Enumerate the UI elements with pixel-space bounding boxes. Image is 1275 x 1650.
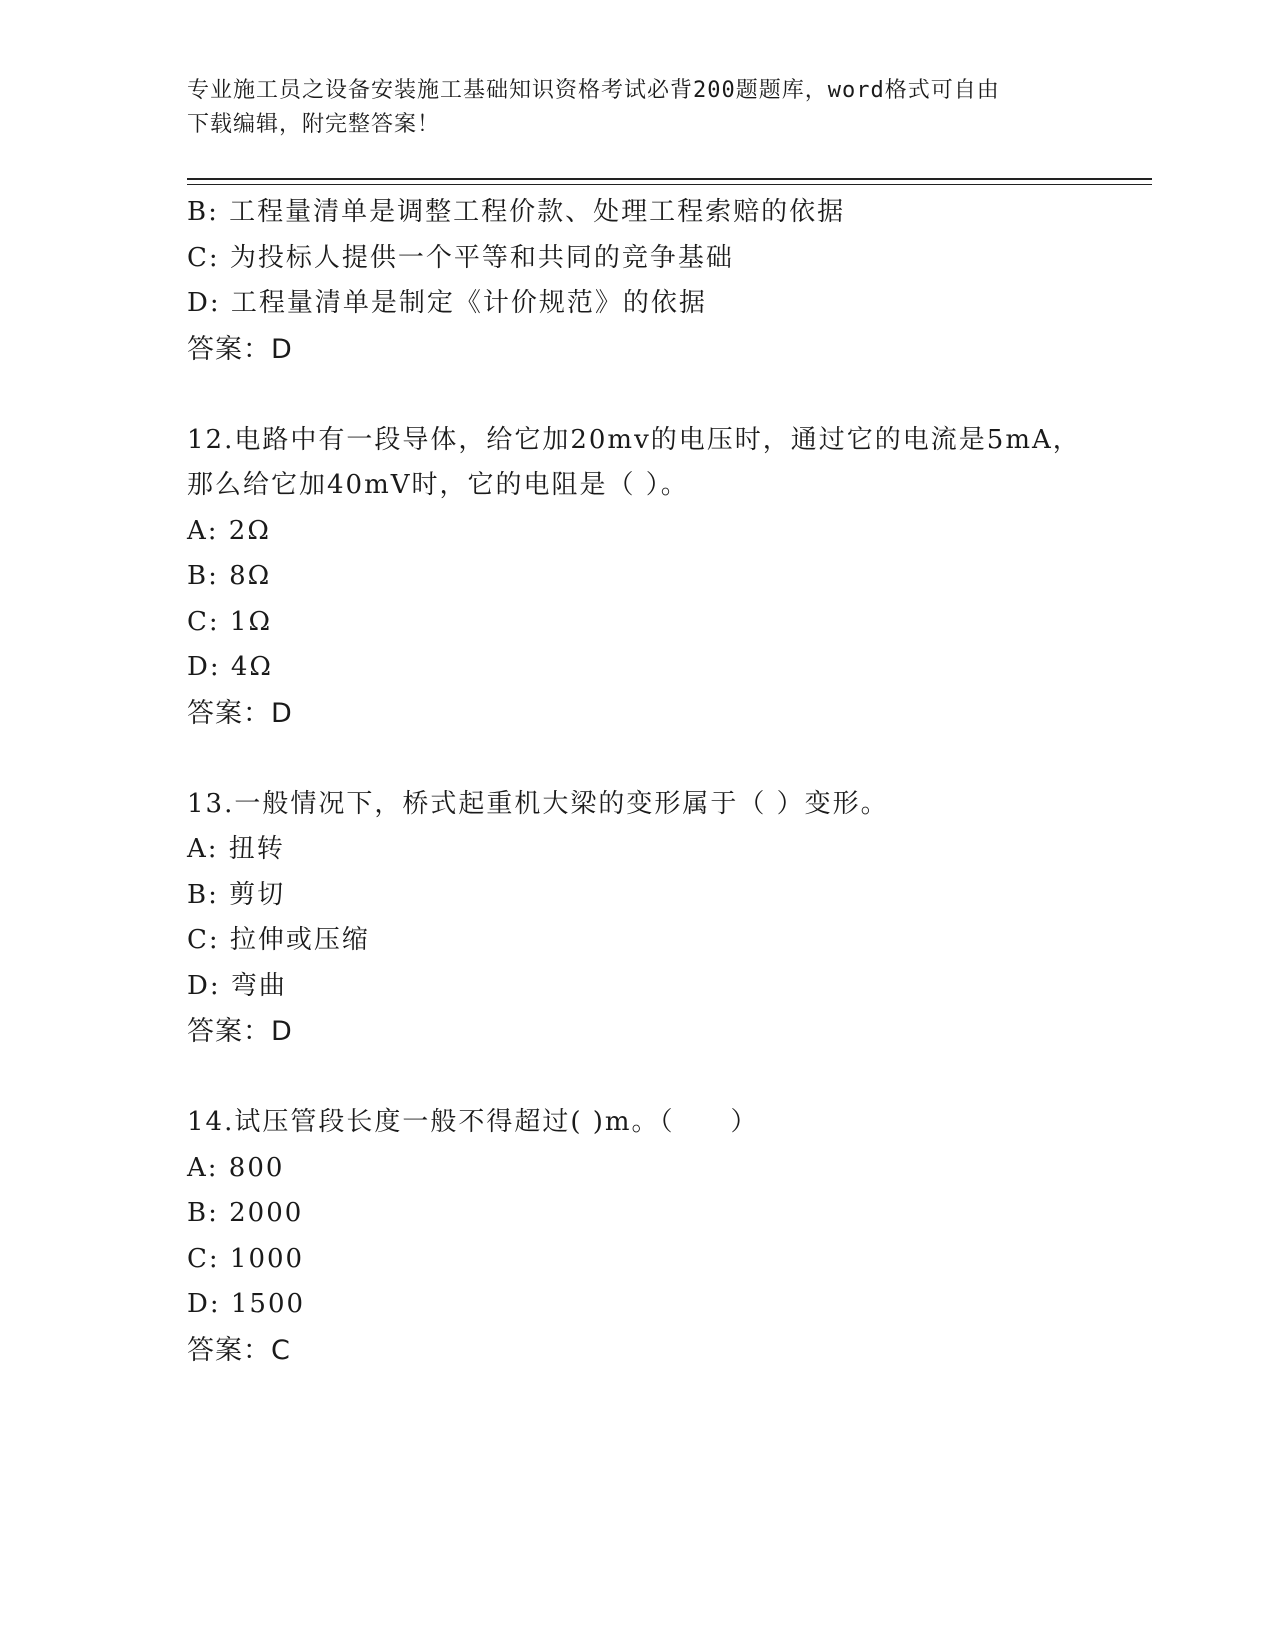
question-14 [187,1100,1147,1373]
question-13-option-d: D: 弯曲 [187,970,287,1001]
question-12-option-d: D: 4Ω [187,652,273,682]
question-11-option-b: B: 工程量清单是调整工程价款、处理工程索赔的依据 [187,197,846,227]
question-13-option-c: C: 拉伸或压缩 [187,925,370,955]
question-11-option-d: D: 工程量清单是制定《计价规范》的依据 [187,288,707,318]
question-14-option-a: A: 800 [187,1152,285,1183]
question-14-answer: 答案：C [187,1334,291,1366]
spacer [187,1055,1147,1101]
question-11-answer: 答案：D [187,333,293,365]
question-12-stem-line-1: 12.电路中有一段导体，给它加20mv的电压时，通过它的电流是5mA， [187,424,1081,455]
question-14-option-b: B: 2000 [187,1198,304,1228]
question-14-option-c: C: 1000 [187,1243,305,1274]
question-11 [187,190,1147,372]
question-13-answer: 答案：D [187,1016,293,1047]
question-13 [187,782,1147,1055]
header-divider-thick [187,178,1152,180]
question-11-option-c: C: 为投标人提供一个平等和共同的竞争基础 [187,242,734,273]
question-13-option-b: B: 剪切 [187,879,286,910]
question-12-stem-line-2: 那么给它加40mV时，它的电阻是（ ）。 [187,470,689,500]
question-12 [187,418,1147,737]
header-line-2: 下载编辑，附完整答案！ [187,112,441,137]
header-divider-thin [187,184,1152,185]
question-12-answer: 答案：D [187,697,293,729]
question-12-option-c: C: 1Ω [187,606,273,637]
spacer [187,372,1147,418]
question-14-stem: 14.试压管段长度一般不得超过( )m。（ ） [187,1107,759,1137]
question-12-option-a: A: 2Ω [187,515,271,546]
spacer [187,736,1147,782]
document-header [187,74,1067,142]
question-12-option-b: B: 8Ω [187,561,272,591]
question-14-option-d: D: 1500 [187,1289,306,1319]
question-list [187,190,1147,1373]
question-13-option-a: A: 扭转 [187,834,285,864]
header-line-1: 专业施工员之设备安装施工基础知识资格考试必背200题题库，word格式可自由 [187,78,1000,103]
question-13-stem: 13.一般情况下，桥式起重机大梁的变形属于（ ）变形。 [187,788,889,819]
